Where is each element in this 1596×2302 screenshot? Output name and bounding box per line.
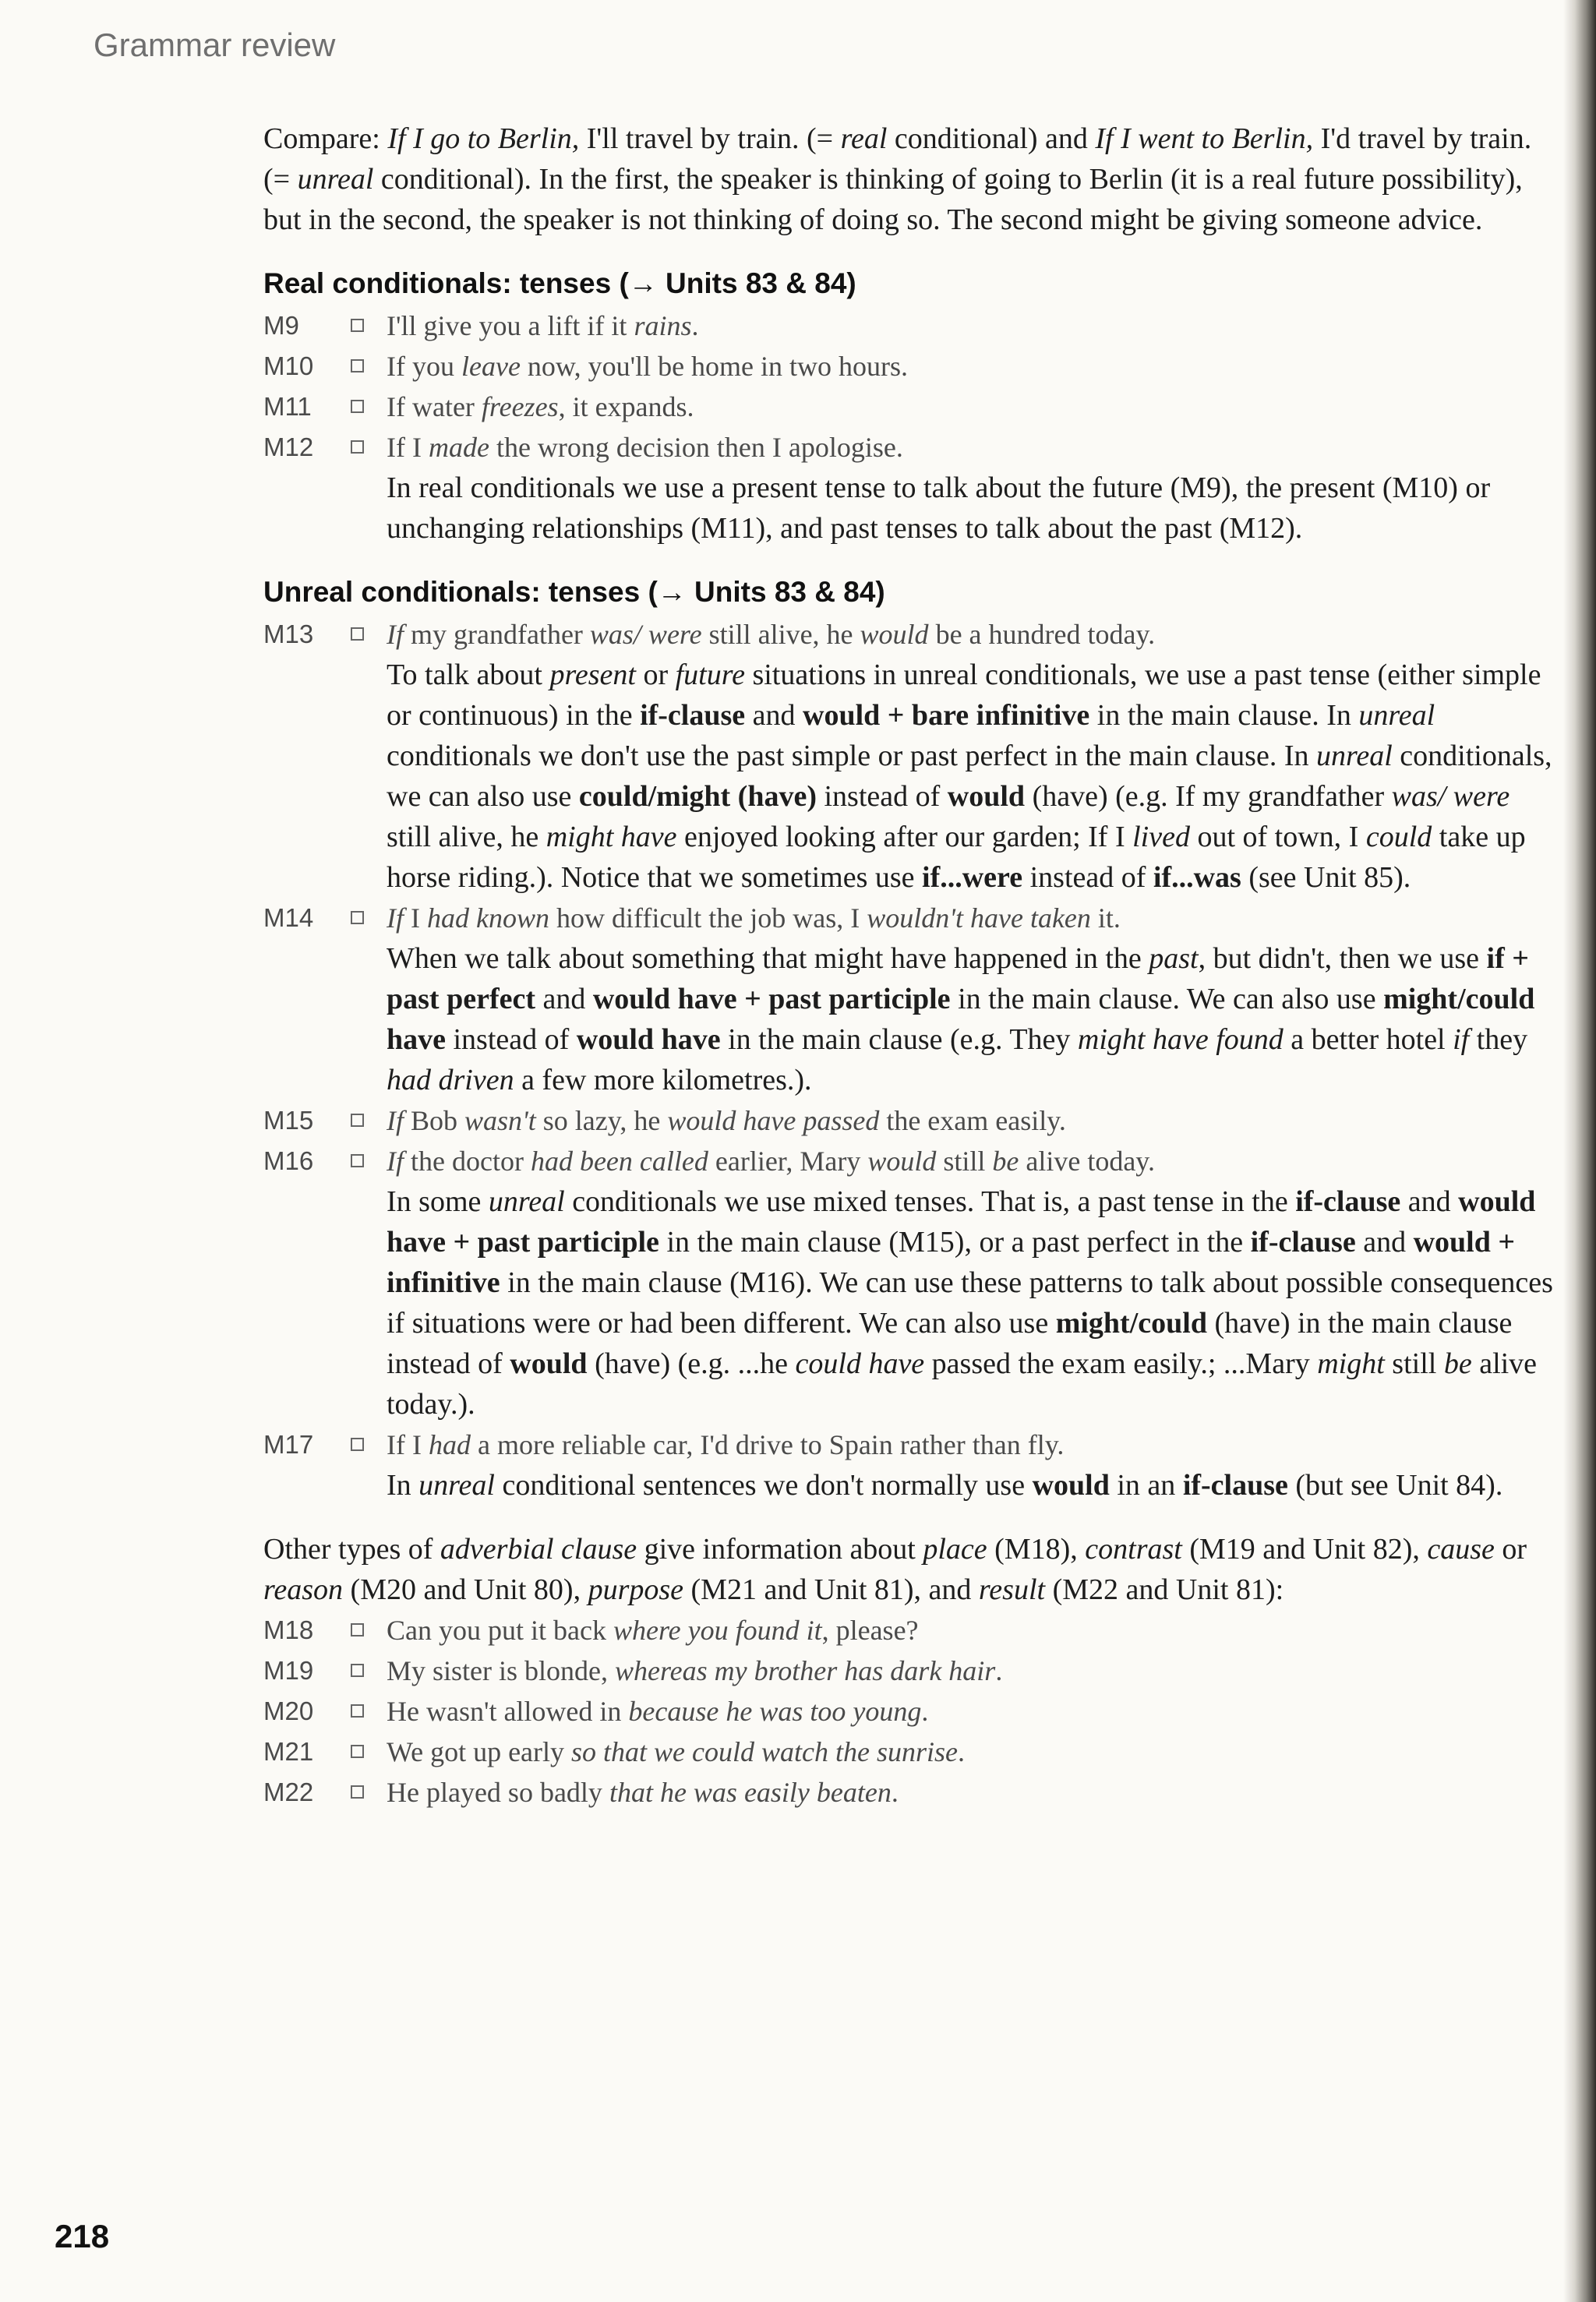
unreal-conditionals-section bbox=[263, 572, 1559, 1506]
adverbial-intro: Other types of adverbial clause give information about place (M18), contrast (M19 and Unit 82), cause or reason (M20 and Unit 80), purpose (M21 and Unit 81), and result (M22 and Unit 81): bbox=[263, 1533, 1527, 1606]
example-label: M11 bbox=[263, 392, 312, 421]
explanation-real: In real conditionals we use a present tense to talk about the future (M9), the present (M10) or unchanging relationships (M11), and past tenses to talk about the past (M12). bbox=[387, 471, 1491, 545]
example-label: M21 bbox=[263, 1737, 314, 1766]
example-label: M12 bbox=[263, 433, 314, 461]
example-m15: M15 If Bob wasn't so lazy, he would have passed the exam easily. bbox=[263, 1100, 1559, 1141]
example-m12: M12 If I made the wrong decision then I apologise. bbox=[263, 427, 1559, 468]
checkbox-icon bbox=[351, 1745, 364, 1758]
example-m13: M13 If my grandfather was/ were still alive, he would be a hundred today. bbox=[263, 614, 1559, 655]
checkbox-icon bbox=[351, 1154, 364, 1167]
checkbox-icon bbox=[351, 319, 364, 332]
section-heading: Unreal conditionals: tenses (→ Units 83 & 84) bbox=[263, 576, 885, 608]
checkbox-icon bbox=[351, 627, 364, 641]
explanation-m14: When we talk about something that might have happened in the past, but didn't, then we use if + past perfect and would have + past participle in the main clause. We can also use might/could have instead of would have in the main clause (e.g. They might have found a better hotel if they had driven a few more kilometres.). bbox=[387, 942, 1535, 1096]
running-head: Grammar review bbox=[94, 26, 336, 63]
real-conditionals-section bbox=[263, 263, 1559, 549]
example-m20: M20 He wasn't allowed in because he was too young. bbox=[263, 1691, 1559, 1732]
checkbox-icon bbox=[351, 1623, 364, 1636]
checkbox-icon bbox=[351, 1785, 364, 1799]
example-m21: M21 We got up early so that we could watch the sunrise. bbox=[263, 1732, 1559, 1772]
checkbox-icon bbox=[351, 440, 364, 454]
page-content bbox=[263, 118, 1559, 1836]
example-m16: M16 If the doctor had been called earlier, Mary would still be alive today. bbox=[263, 1141, 1559, 1181]
example-label: M20 bbox=[263, 1696, 314, 1725]
explanation-m16: In some unreal conditionals we use mixed tenses. That is, a past tense in the if-clause and would have + past participle in the main clause (M15), or a past perfect in the if-clause and would + infinitive in the main clause (M16). We can use these patterns to talk about possible consequences if situations were or had been different. We can also use might/could (have) in the main clause instead of would (have) (e.g. ...he could have passed the exam easily.; ...Mary might still be alive today.). bbox=[387, 1185, 1553, 1421]
adverbial-clauses-section bbox=[263, 1529, 1559, 1813]
example-label: M13 bbox=[263, 620, 314, 648]
checkbox-icon bbox=[351, 911, 364, 924]
checkbox-icon bbox=[351, 400, 364, 413]
example-m9: M9 I'll give you a lift if it rains. bbox=[263, 305, 1559, 346]
explanation-m17: In unreal conditional sentences we don't normally use would in an if-clause (but see Unit 84). bbox=[387, 1469, 1503, 1502]
example-m22: M22 He played so badly that he was easily beaten. bbox=[263, 1772, 1559, 1813]
page-number: 218 bbox=[55, 2218, 110, 2254]
page-gutter-shadow bbox=[1563, 0, 1596, 2302]
checkbox-icon bbox=[351, 359, 364, 372]
section-heading: Real conditionals: tenses (→ Units 83 & 84) bbox=[263, 267, 856, 299]
intro-paragraph: Compare: If I go to Berlin, I'll travel by train. (= real conditional) and If I went to Berlin, I'd travel by train. (= unreal conditional). In the first, the speaker is thinking of going to Berlin (it is a real future possibility), but in the second, the speaker is not thinking of doing so. The second might be giving someone advice. bbox=[263, 122, 1532, 236]
example-m10: M10 If you leave now, you'll be home in two hours. bbox=[263, 346, 1559, 387]
checkbox-icon bbox=[351, 1664, 364, 1677]
example-label: M22 bbox=[263, 1778, 314, 1806]
example-label: M19 bbox=[263, 1656, 314, 1685]
example-label: M16 bbox=[263, 1146, 314, 1175]
explanation-m13: To talk about present or future situations in unreal conditionals, we use a past tense (either simple or continuous) in the if-clause and would + bare infinitive in the main clause. In unreal conditionals we don't use the past simple or past perfect in the main clause. In unreal conditionals, we can also use could/might (have) instead of would (have) (e.g. If my grandfather was/ were still alive, he might have enjoyed looking after our garden; If I lived out of town, I could take up horse riding.). Notice that we sometimes use if...were instead of if...was (see Unit 85). bbox=[387, 658, 1552, 894]
example-label: M17 bbox=[263, 1430, 314, 1459]
example-label: M15 bbox=[263, 1106, 314, 1135]
checkbox-icon bbox=[351, 1438, 364, 1451]
example-m17: M17 If I had a more reliable car, I'd drive to Spain rather than fly. bbox=[263, 1425, 1559, 1465]
example-m11: M11 If water freezes, it expands. bbox=[263, 387, 1559, 427]
example-label: M10 bbox=[263, 351, 314, 380]
example-m18: M18 Can you put it back where you found it, please? bbox=[263, 1610, 1559, 1651]
checkbox-icon bbox=[351, 1114, 364, 1127]
example-m14: M14 If I had known how difficult the job was, I wouldn't have taken it. bbox=[263, 898, 1559, 938]
example-label: M14 bbox=[263, 903, 314, 932]
checkbox-icon bbox=[351, 1704, 364, 1718]
example-label: M9 bbox=[263, 311, 299, 340]
example-label: M18 bbox=[263, 1615, 314, 1644]
example-m19: M19 My sister is blonde, whereas my brother has dark hair. bbox=[263, 1651, 1559, 1691]
